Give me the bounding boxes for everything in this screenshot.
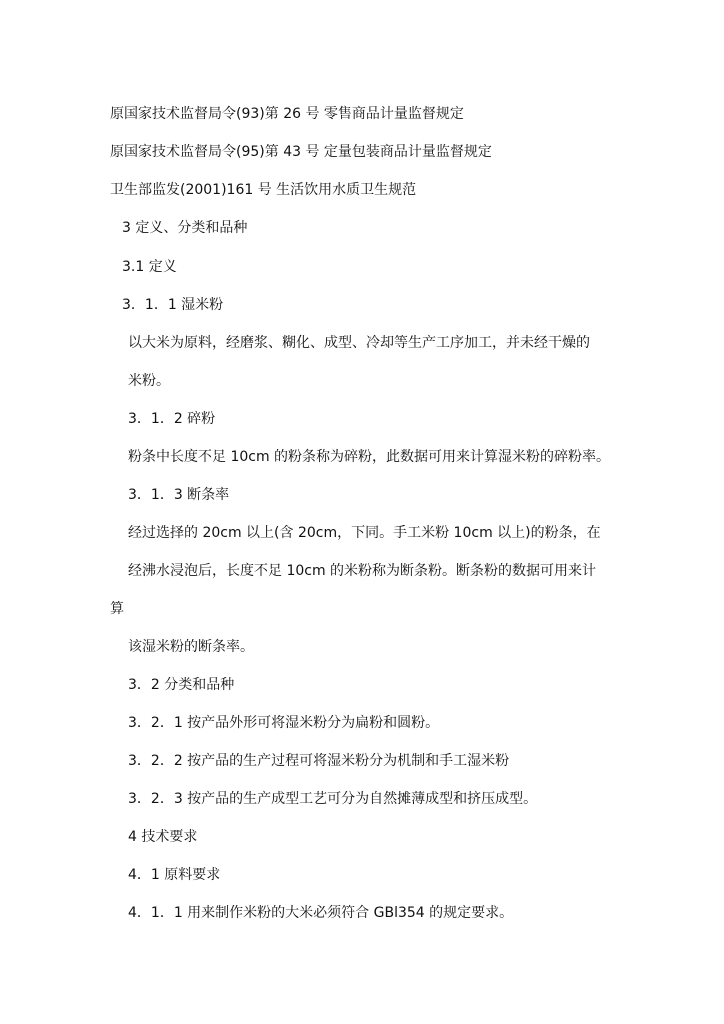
section-heading-3-1-1: 3．1．1 湿米粉 [122, 297, 224, 313]
paragraph-line: 经沸水浸泡后，长度不足 10cm 的米粉称为断条粉。断条粉的数据可用来计 [128, 563, 597, 579]
reference-line-2: 原国家技术监督局令(95)第 43 号 定量包装商品计量监督规定 [110, 144, 492, 160]
paragraph-line: 经过选择的 20cm 以上(含 20cm，下同。手工米粉 10cm 以上)的粉条，在 [128, 525, 601, 541]
paragraph-line: 算 [110, 601, 124, 617]
section-heading-3-1-3: 3．1．3 断条率 [128, 487, 230, 503]
section-item-3-2-2: 3．2．2 按产品的生产过程可将湿米粉分为机制和手工湿米粉 [128, 753, 510, 769]
paragraph-line: 米粉。 [128, 373, 170, 389]
section-heading-3: 3 定义、分类和品种 [122, 220, 248, 236]
section-heading-4: 4 技术要求 [128, 829, 198, 845]
section-item-3-2-1: 3．2．1 按产品外形可将湿米粉分为扁粉和圆粉。 [128, 715, 440, 731]
section-heading-3-1-2: 3．1．2 碎粉 [128, 411, 216, 427]
paragraph-line: 以大米为原料，经磨浆、糊化、成型、冷却等生产工序加工，并未经干燥的 [128, 335, 590, 351]
reference-line-1: 原国家技术监督局令(93)第 26 号 零售商品计量监督规定 [110, 106, 464, 122]
section-heading-3-2: 3．2 分类和品种 [128, 677, 235, 693]
paragraph-line: 粉条中长度不足 10cm 的粉条称为碎粉，此数据可用来计算湿米粉的碎粉率。 [128, 449, 611, 465]
reference-line-3: 卫生部监发(2001)161 号 生活饮用水质卫生规范 [110, 182, 417, 198]
section-heading-4-1: 4．1 原料要求 [128, 867, 221, 883]
section-item-3-2-3: 3．2．3 按产品的生产成型工艺可分为自然摊薄成型和挤压成型。 [128, 791, 538, 807]
section-heading-3-1: 3.1 定义 [122, 259, 177, 275]
section-item-4-1-1: 4．1．1 用来制作米粉的大米必须符合 GBl354 的规定要求。 [128, 905, 514, 921]
paragraph-line: 该湿米粉的断条率。 [128, 639, 254, 655]
